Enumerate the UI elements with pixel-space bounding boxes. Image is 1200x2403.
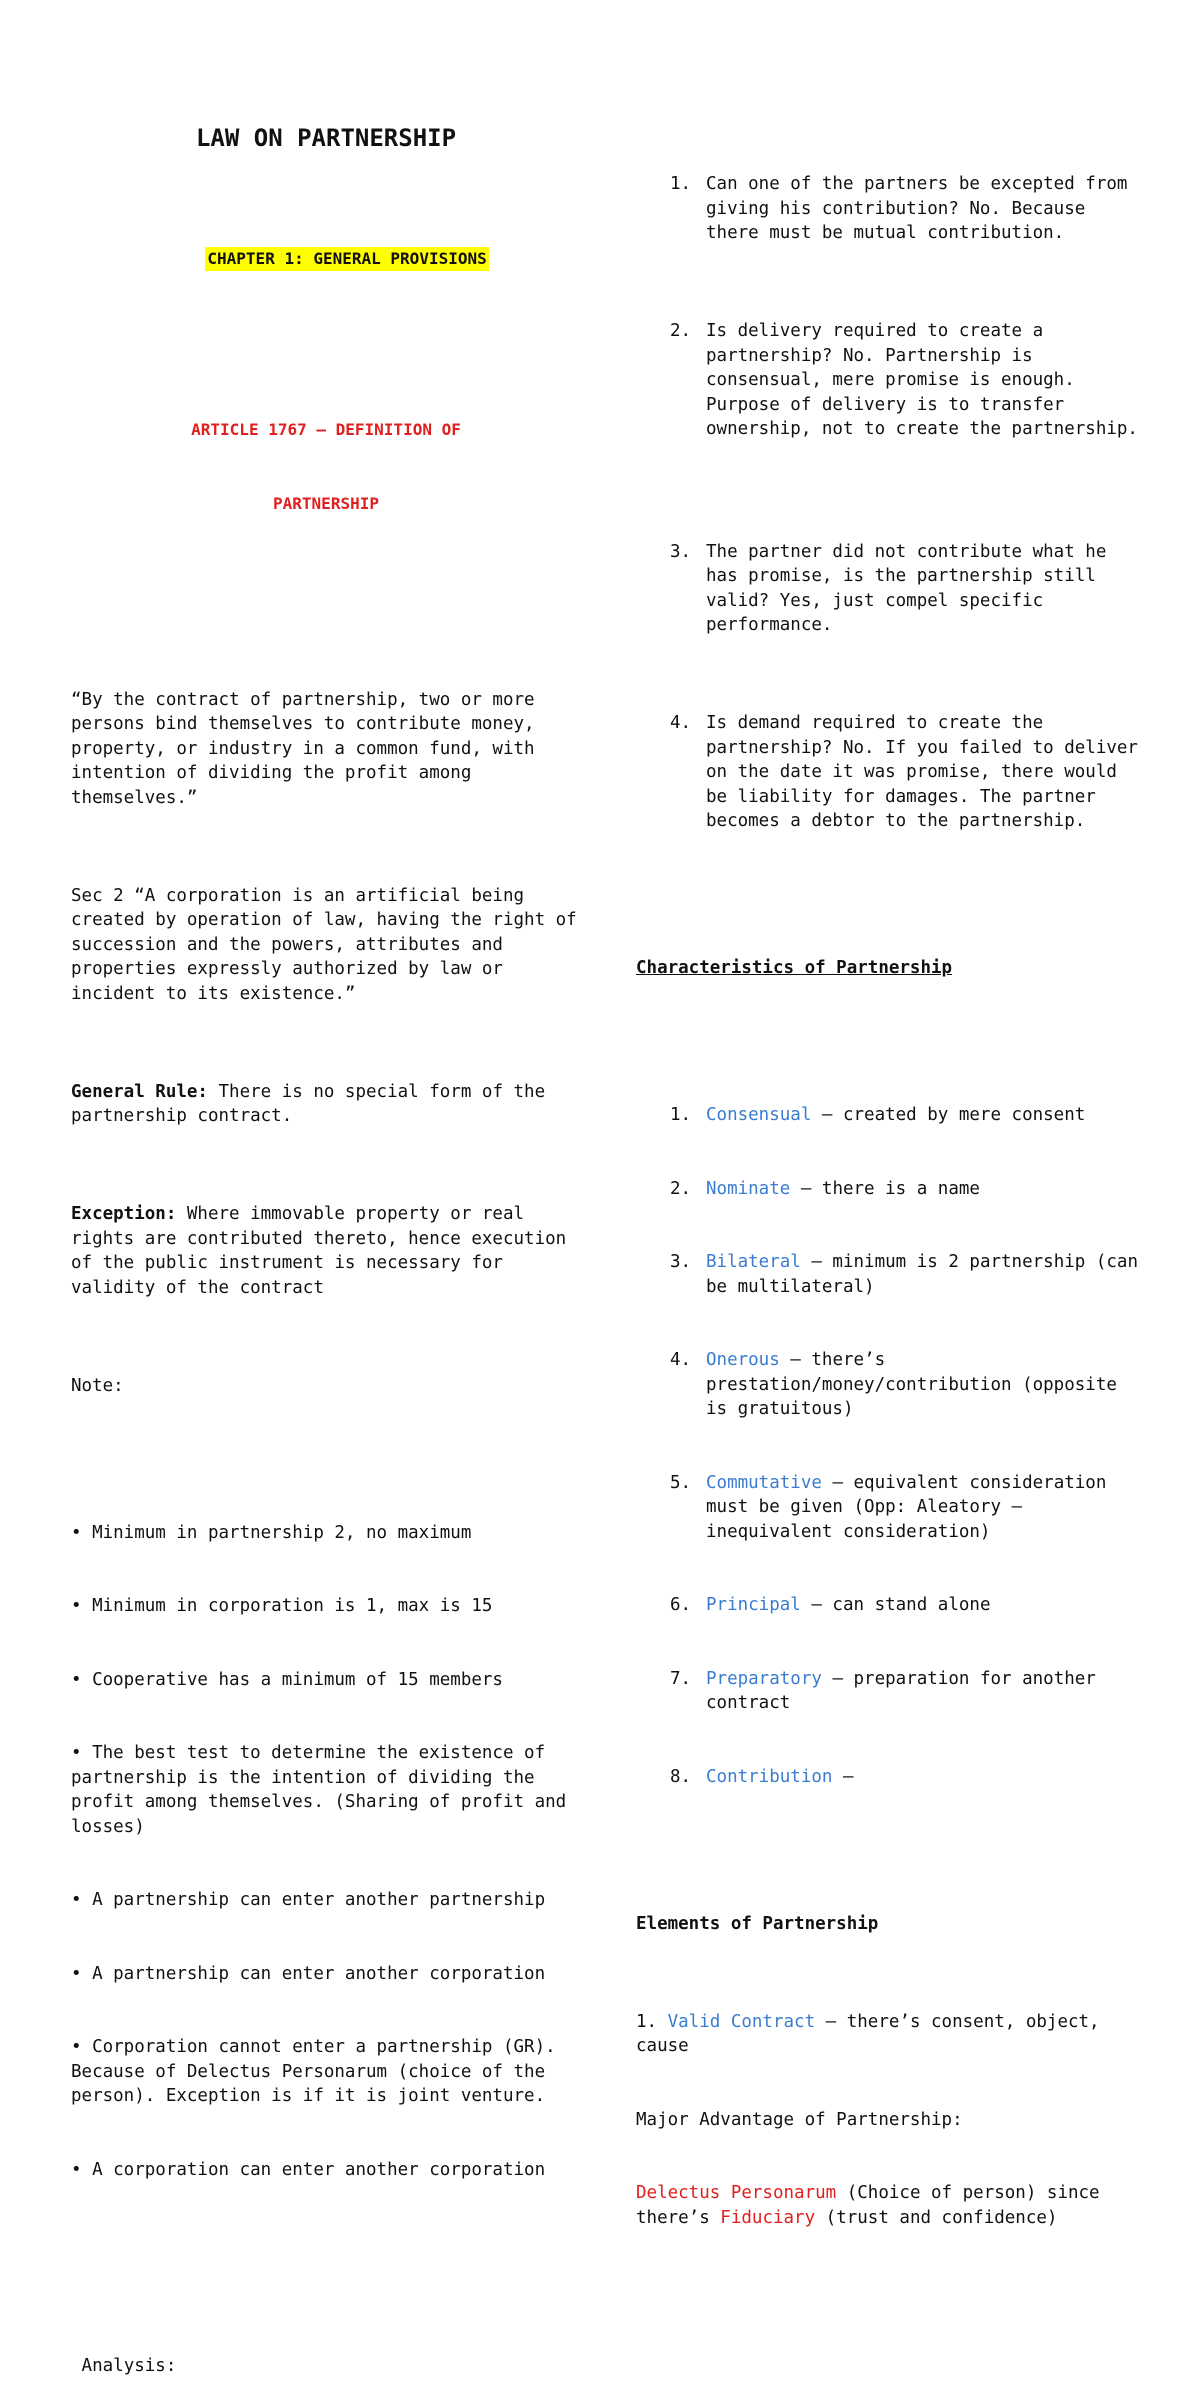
delectus-desc: (Choice of person) since there’s <box>636 2183 1111 2228</box>
sec2-text: Sec 2 “A corporation is an artificial being created by operation of law, having the right of succession and the powers, attributes and properties expressly authorized by law or incident to its existence.” <box>71 885 588 1004</box>
characteristic-desc: – created by mere consent <box>811 1105 1086 1125</box>
characteristic-desc: – minimum is 2 partnership (can be multilateral) <box>706 1252 1149 1297</box>
questions-list <box>636 123 1149 907</box>
characteristics-list <box>636 1054 1149 1838</box>
question-item <box>636 319 1146 442</box>
article-line1: ARTICLE 1767 – DEFINITION OF <box>191 420 461 439</box>
element-number: 1. <box>636 2011 668 2032</box>
characteristic-desc: – <box>832 1766 854 1787</box>
element-term: Valid Contract <box>667 2011 816 2032</box>
note-item: • A partnership can enter another corporation <box>71 1963 546 1984</box>
note-item: • Cooperative has a minimum of 15 members <box>71 1669 503 1690</box>
question-text: The partner did not contribute what he has promise, is the partnership still valid? Yes, just compel specific performance. <box>706 541 1117 635</box>
characteristic-term: Consensual <box>706 1105 812 1125</box>
general-rule-text: There is no special form of the partnership contract. <box>71 1081 556 1126</box>
fiduciary-desc: (trust and confidence) <box>815 2207 1058 2228</box>
characteristic-number: 1. <box>670 1105 692 1125</box>
advantage-text <box>636 2181 1146 2230</box>
characteristic-item <box>636 1103 1146 1128</box>
question-text: Is demand required to create the partnership? No. If you failed to deliver on the date it was promise, there would be liability for damages. The partner becomes a debtor to the partnership. <box>706 713 1149 831</box>
notes-list <box>71 1472 581 2232</box>
note-item: • Minimum in partnership 2, no maximum <box>71 1522 472 1543</box>
article-line2: PARTNERSHIP <box>273 493 379 513</box>
major-advantage: Major Advantage of Partnership: <box>636 2109 963 2130</box>
general-rule <box>71 1080 581 1129</box>
question-item <box>636 540 1146 638</box>
characteristic-item <box>636 1348 1146 1422</box>
question-number: 2. <box>670 321 692 341</box>
characteristic-number: 4. <box>670 1350 692 1370</box>
note-item: • A partnership can enter another partnership <box>71 1890 546 1910</box>
general-rule-label: General Rule: <box>71 1081 208 1102</box>
analysis-label: Analysis: <box>71 2355 177 2376</box>
note-item: • Corporation cannot enter a partnership (GR). Because of Delectus Personarum (choice of the person). Exception is if it is joint venture. <box>71 2037 567 2106</box>
characteristic-number: 2. <box>670 1178 692 1199</box>
characteristic-term: Principal <box>706 1595 801 1615</box>
characteristics-heading: Characteristics of Partnership <box>636 958 953 978</box>
characteristic-item <box>636 1177 1146 1202</box>
definition-text: “By the contract of partnership, two or more persons bind themselves to contribute money, property, or industry in a common fund, with intention of dividing the profit among themselves.” <box>71 689 546 808</box>
characteristic-item <box>636 1667 1146 1716</box>
question-text: Is delivery required to create a partnership? No. Partnership is consensual, mere promise is enough. Purpose of delivery is to transfer ownership, not to create the partnership. <box>706 321 1138 439</box>
characteristic-desc: – there is a name <box>790 1178 980 1199</box>
characteristic-term: Bilateral <box>706 1252 801 1272</box>
element-item <box>636 2010 1153 2059</box>
characteristic-number: 3. <box>670 1252 692 1272</box>
characteristic-item <box>636 1471 1146 1545</box>
right-column <box>636 74 1153 2255</box>
document-title: LAW ON PARTNERSHIP <box>195 124 457 152</box>
characteristic-term: Preparatory <box>706 1668 822 1689</box>
characteristic-desc: – can stand alone <box>800 1595 991 1615</box>
characteristic-desc: – equivalent consideration must be given (Opp: Aleatory – inequivalent consideration) <box>706 1472 1107 1542</box>
note-item: • Minimum in corporation is 1, max is 15 <box>71 1596 493 1616</box>
note-item: • The best test to determine the existence of partnership is the intention of dividing the profit among themselves. (Sharing of profit and losses) <box>71 1743 577 1837</box>
exception <box>71 1202 581 1300</box>
article-heading <box>71 369 581 565</box>
chapter-heading: CHAPTER 1: GENERAL PROVISIONS <box>205 247 488 272</box>
note-item: • A corporation can enter another corporation <box>71 2159 546 2180</box>
characteristic-term: Commutative <box>706 1472 822 1493</box>
characteristic-item <box>636 1250 1149 1299</box>
fiduciary-term: Fiduciary <box>720 2207 816 2228</box>
characteristic-desc: – there’s prestation/money/contribution (opposite is gratuitous) <box>706 1350 1128 1419</box>
chapter-heading-wrap <box>71 222 581 296</box>
note-label: Note: <box>71 1375 124 1396</box>
characteristic-number: 7. <box>670 1668 692 1689</box>
characteristic-number: 5. <box>670 1472 692 1493</box>
question-item <box>636 172 1146 246</box>
characteristic-item <box>636 1765 1146 1790</box>
exception-text: Where immovable property or real rights are contributed thereto, hence execution of the public instrument is necessary for validity of the contract <box>71 1204 577 1298</box>
characteristic-term: Nominate <box>706 1178 791 1199</box>
characteristic-number: 8. <box>670 1766 692 1787</box>
characteristic-number: 6. <box>670 1595 692 1615</box>
characteristic-item <box>636 1593 1146 1618</box>
delectus-term: Delectus Personarum <box>636 2183 837 2203</box>
left-column <box>71 74 588 2403</box>
question-item <box>636 711 1149 834</box>
question-text: Can one of the partners be excepted from giving his contribution? No. Because there must be mutual contribution. <box>706 174 1138 243</box>
characteristic-term: Contribution <box>706 1766 833 1787</box>
exception-label: Exception: <box>71 1204 177 1224</box>
question-number: 3. <box>670 541 692 562</box>
elements-heading: Elements of Partnership <box>636 1913 879 1934</box>
question-number: 1. <box>670 174 692 194</box>
question-number: 4. <box>670 713 692 733</box>
element-desc: – there’s consent, object, cause <box>636 2011 1153 2056</box>
characteristic-term: Onerous <box>706 1350 780 1370</box>
characteristic-desc: – preparation for another contract <box>706 1668 1096 1713</box>
